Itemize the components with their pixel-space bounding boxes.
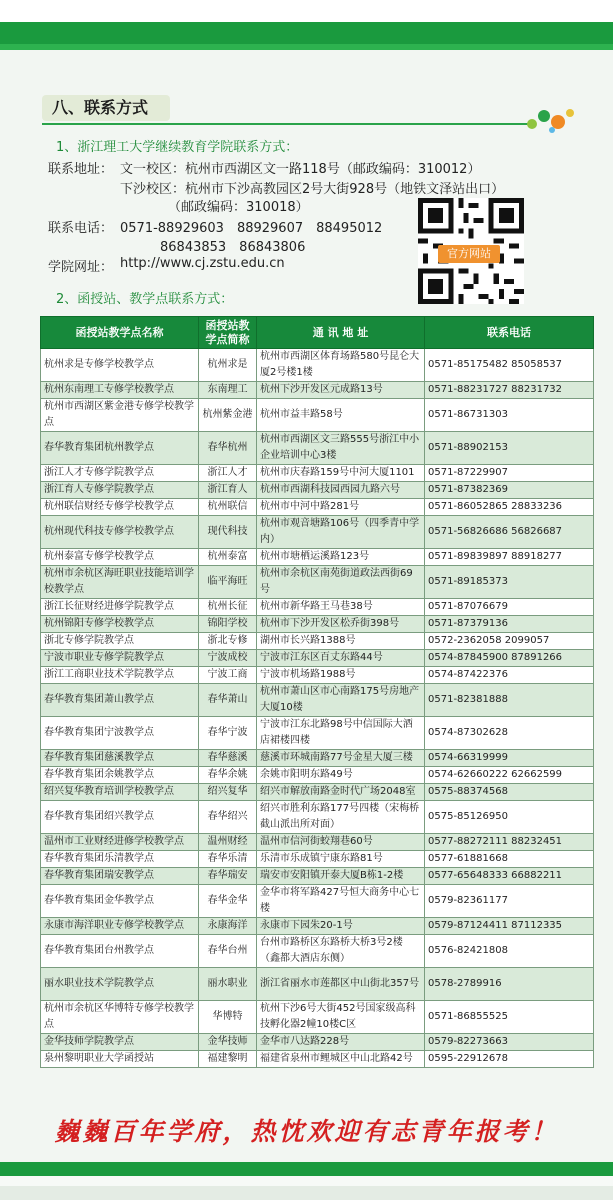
table-row xyxy=(41,482,594,499)
cell-abbr: 绍兴复华 xyxy=(199,784,257,801)
cell-name: 杭州东南理工专修学校教学点 xyxy=(41,382,199,399)
cell-abbr: 杭州泰富 xyxy=(199,549,257,566)
cell-abbr: 临平海旺 xyxy=(199,566,257,599)
cell-address: 瑞安市安阳镇开泰大厦B栋1-2楼 xyxy=(257,868,425,885)
table-row xyxy=(41,616,594,633)
cell-address: 温州市信河街蛟翔巷60号 xyxy=(257,834,425,851)
cell-phone: 0577-61881668 xyxy=(425,851,594,868)
cell-address: 杭州下沙6号大街452号国家级高科技孵化器2幢10楼C区 xyxy=(257,1001,425,1034)
cell-name: 泉州黎明职业大学函授站 xyxy=(41,1051,199,1068)
cell-phone: 0595-22912678 xyxy=(425,1051,594,1068)
table-row xyxy=(41,868,594,885)
table-row xyxy=(41,1034,594,1051)
cell-phone: 0571-86731303 xyxy=(425,399,594,432)
cell-phone: 0571-85175482 85058537 xyxy=(425,349,594,382)
cell-name: 春华教育集团余姚教学点 xyxy=(41,767,199,784)
phone-label: 联系电话： xyxy=(48,221,114,236)
table-row xyxy=(41,918,594,935)
bottom-band-shade xyxy=(0,1186,613,1200)
cell-phone: 0571-82381888 xyxy=(425,684,594,717)
table-row xyxy=(41,1051,594,1068)
cell-name: 春华教育集团杭州教学点 xyxy=(41,432,199,465)
table-row xyxy=(41,885,594,918)
cell-abbr: 春华瑞安 xyxy=(199,868,257,885)
cell-name: 绍兴复华教育培训学校教学点 xyxy=(41,784,199,801)
cell-address: 杭州下沙开发区元成路13号 xyxy=(257,382,425,399)
cell-phone: 0575-85126950 xyxy=(425,801,594,834)
table-row xyxy=(41,801,594,834)
cell-name: 浙江育人专修学院教学点 xyxy=(41,482,199,499)
bottom-green-stripe xyxy=(0,1162,613,1176)
cell-phone: 0571-86855525 xyxy=(425,1001,594,1034)
cell-address: 宁波市江东北路98号中信国际大酒店裙楼四楼 xyxy=(257,717,425,750)
cell-abbr: 永康海洋 xyxy=(199,918,257,935)
campus-xiasha: 下沙校区：杭州市下沙高教园区2号大街928号（地铁文泽站出口） xyxy=(120,182,505,197)
col-header-phone: 联系电话 xyxy=(425,317,594,349)
campus-xiasha-zip: （邮政编码：310018） xyxy=(168,200,309,215)
cell-phone: 0577-65648333 66882211 xyxy=(425,868,594,885)
cell-address: 绍兴市胜利东路177号四楼（宋梅桥截山派出所对面） xyxy=(257,801,425,834)
cell-abbr: 春华余姚 xyxy=(199,767,257,784)
cell-abbr: 温州财经 xyxy=(199,834,257,851)
table-row xyxy=(41,851,594,868)
cell-name: 杭州泰富专修学校教学点 xyxy=(41,549,199,566)
cell-abbr: 宁波成校 xyxy=(199,650,257,667)
table-row xyxy=(41,599,594,616)
cell-abbr: 福建黎明 xyxy=(199,1051,257,1068)
cell-address: 绍兴市解放南路金时代广场2048室 xyxy=(257,784,425,801)
cell-phone: 0571-87382369 xyxy=(425,482,594,499)
cell-phone: 0571-89839897 88918277 xyxy=(425,549,594,566)
cell-address: 杭州市西湖区体育场路580号昆仑大厦2号楼1楼 xyxy=(257,349,425,382)
cell-abbr: 宁波工商 xyxy=(199,667,257,684)
cell-phone: 0574-87422376 xyxy=(425,667,594,684)
cell-name: 春华教育集团瑞安教学点 xyxy=(41,868,199,885)
cell-address: 杭州市中河中路281号 xyxy=(257,499,425,516)
table-row xyxy=(41,499,594,516)
cell-name: 浙北专修学院教学点 xyxy=(41,633,199,650)
cell-name: 春华教育集团乐清教学点 xyxy=(41,851,199,868)
top-green-stripe xyxy=(0,22,613,44)
table-row xyxy=(41,432,594,465)
cell-phone: 0571-88902153 xyxy=(425,432,594,465)
cell-abbr: 丽水职业 xyxy=(199,968,257,1001)
cell-abbr: 春华台州 xyxy=(199,935,257,968)
cell-name: 杭州求是专修学校教学点 xyxy=(41,349,199,382)
campus-wenyi: 文一校区：杭州市西湖区文一路118号（邮政编码：310012） xyxy=(120,162,481,177)
top-band xyxy=(0,0,613,22)
stations-table-body xyxy=(41,349,594,1068)
cell-address: 金华市八达路228号 xyxy=(257,1034,425,1051)
cell-address: 慈溪市环城南路77号金星大厦三楼 xyxy=(257,750,425,767)
cell-name: 春华教育集团萧山教学点 xyxy=(41,684,199,717)
table-row xyxy=(41,834,594,851)
cell-phone: 0571-88231727 88231732 xyxy=(425,382,594,399)
college-heading: 1、浙江理工大学继续教育学院联系方式： xyxy=(56,140,299,155)
cell-phone: 0571-87076679 xyxy=(425,599,594,616)
cell-abbr: 华博特 xyxy=(199,1001,257,1034)
cell-abbr: 春华杭州 xyxy=(199,432,257,465)
cell-address: 永康市下园朱20-1号 xyxy=(257,918,425,935)
cell-name: 杭州市余杭区海旺职业技能培训学校教学点 xyxy=(41,566,199,599)
cell-phone: 0574-87845900 87891266 xyxy=(425,650,594,667)
decorative-dots-icon xyxy=(518,104,578,134)
table-row xyxy=(41,935,594,968)
cell-phone: 0571-87379136 xyxy=(425,616,594,633)
cell-abbr: 东南理工 xyxy=(199,382,257,399)
cell-address: 湖州市长兴路1388号 xyxy=(257,633,425,650)
table-row xyxy=(41,667,594,684)
cell-address: 福建省泉州市鲤城区中山北路42号 xyxy=(257,1051,425,1068)
cell-address: 金华市将军路427号恒大商务中心七楼 xyxy=(257,885,425,918)
cell-phone: 0577-88272111 88232451 xyxy=(425,834,594,851)
cell-phone: 0574-66319999 xyxy=(425,750,594,767)
cell-abbr: 杭州求是 xyxy=(199,349,257,382)
table-row xyxy=(41,1001,594,1034)
cell-address: 杭州市西湖科技园西园九路六号 xyxy=(257,482,425,499)
table-row xyxy=(41,399,594,432)
cell-name: 浙江长征财经进修学院教学点 xyxy=(41,599,199,616)
top-green-stripe-light xyxy=(0,44,613,50)
address-label: 联系地址： xyxy=(48,162,114,177)
cell-address: 浙江省丽水市莲都区中山街北357号 xyxy=(257,968,425,1001)
cell-abbr: 浙江人才 xyxy=(199,465,257,482)
cell-abbr: 杭州长征 xyxy=(199,599,257,616)
phone-numbers-2: 86843853 86843806 xyxy=(160,240,306,255)
section-title: 八、联系方式 xyxy=(42,95,170,121)
cell-name: 金华技师学院教学点 xyxy=(41,1034,199,1051)
cell-abbr: 浙北专修 xyxy=(199,633,257,650)
cell-abbr: 金华技师 xyxy=(199,1034,257,1051)
cell-address: 宁波市机场路1988号 xyxy=(257,667,425,684)
table-row xyxy=(41,465,594,482)
table-row xyxy=(41,784,594,801)
cell-phone: 0571-56826686 56826687 xyxy=(425,516,594,549)
slogan: 巍巍百年学府，热忱欢迎有志青年报考！ xyxy=(54,1117,559,1146)
cell-name: 杭州锦阳专修学校教学点 xyxy=(41,616,199,633)
cell-phone: 0576-82421808 xyxy=(425,935,594,968)
cell-phone: 0574-87302628 xyxy=(425,717,594,750)
cell-address: 杭州市新华路王马巷38号 xyxy=(257,599,425,616)
cell-name: 杭州市余杭区华博特专修学校教学点 xyxy=(41,1001,199,1034)
cell-address: 杭州市余杭区南苑街道政法西街69号 xyxy=(257,566,425,599)
cell-phone: 0572-2362058 2099057 xyxy=(425,633,594,650)
table-row xyxy=(41,549,594,566)
cell-abbr: 浙江育人 xyxy=(199,482,257,499)
phone-numbers-1: 0571-88929603 88929607 88495012 xyxy=(120,221,383,236)
cell-name: 浙江人才专修学院教学点 xyxy=(41,465,199,482)
cell-phone: 0578-2789916 xyxy=(425,968,594,1001)
col-header-name: 函授站教学点名称 xyxy=(41,317,199,349)
website-link[interactable]: http://www.cj.zstu.edu.cn xyxy=(120,256,285,271)
stations-heading: 2、函授站、教学点联系方式： xyxy=(56,292,234,307)
cell-name: 杭州现代科技专修学校教学点 xyxy=(41,516,199,549)
table-row xyxy=(41,516,594,549)
section-divider xyxy=(42,123,532,125)
cell-name: 浙江工商职业技术学院教学点 xyxy=(41,667,199,684)
cell-name: 杭州联信财经专修学校教学点 xyxy=(41,499,199,516)
qr-official-site-badge: 官方网站 xyxy=(438,245,500,263)
cell-abbr: 春华乐清 xyxy=(199,851,257,868)
cell-phone: 0575-88374568 xyxy=(425,784,594,801)
cell-phone: 0571-87229907 xyxy=(425,465,594,482)
website-label: 学院网址： xyxy=(48,260,114,275)
cell-address: 乐清市乐成镇宁康东路81号 xyxy=(257,851,425,868)
stations-table xyxy=(40,316,594,1068)
table-header-row xyxy=(41,317,594,349)
cell-address: 余姚市阳明东路49号 xyxy=(257,767,425,784)
col-header-address: 通 讯 地 址 xyxy=(257,317,425,349)
cell-name: 春华教育集团宁波教学点 xyxy=(41,717,199,750)
table-row xyxy=(41,566,594,599)
cell-name: 宁波市职业专修学院教学点 xyxy=(41,650,199,667)
table-row xyxy=(41,650,594,667)
cell-abbr: 春华宁波 xyxy=(199,717,257,750)
cell-name: 春华教育集团台州教学点 xyxy=(41,935,199,968)
table-row xyxy=(41,382,594,399)
cell-address: 杭州市益丰路58号 xyxy=(257,399,425,432)
cell-phone: 0571-89185373 xyxy=(425,566,594,599)
cell-name: 春华教育集团金华教学点 xyxy=(41,885,199,918)
cell-address: 杭州市观音塘路106号（四季青中学内） xyxy=(257,516,425,549)
table-row xyxy=(41,968,594,1001)
cell-name: 丽水职业技术学院教学点 xyxy=(41,968,199,1001)
cell-abbr: 杭州联信 xyxy=(199,499,257,516)
cell-address: 杭州市下沙开发区松乔街398号 xyxy=(257,616,425,633)
cell-name: 杭州市西湖区紫金港专修学校教学点 xyxy=(41,399,199,432)
cell-name: 永康市海洋职业专修学校教学点 xyxy=(41,918,199,935)
table-row xyxy=(41,684,594,717)
table-row xyxy=(41,633,594,650)
cell-name: 春华教育集团慈溪教学点 xyxy=(41,750,199,767)
table-row xyxy=(41,750,594,767)
cell-address: 杭州市塘栖运溪路123号 xyxy=(257,549,425,566)
cell-abbr: 春华慈溪 xyxy=(199,750,257,767)
cell-phone: 0571-86052865 28833236 xyxy=(425,499,594,516)
cell-abbr: 锦阳学校 xyxy=(199,616,257,633)
cell-phone: 0579-87124411 87112335 xyxy=(425,918,594,935)
cell-address: 杭州市西湖区文三路555号浙江中小企业培训中心3楼 xyxy=(257,432,425,465)
col-header-abbr: 函授站教学点简称 xyxy=(199,317,257,349)
table-row xyxy=(41,349,594,382)
cell-abbr: 春华金华 xyxy=(199,885,257,918)
cell-phone: 0579-82273663 xyxy=(425,1034,594,1051)
cell-address: 台州市路桥区东路桥大桥3号2楼（鑫都大酒店东侧） xyxy=(257,935,425,968)
cell-address: 宁波市江东区百丈东路44号 xyxy=(257,650,425,667)
cell-abbr: 春华绍兴 xyxy=(199,801,257,834)
cell-abbr: 现代科技 xyxy=(199,516,257,549)
cell-abbr: 杭州紫金港 xyxy=(199,399,257,432)
cell-name: 温州市工业财经进修学校教学点 xyxy=(41,834,199,851)
table-row xyxy=(41,767,594,784)
cell-address: 杭州市萧山区市心南路175号房地产大厦10楼 xyxy=(257,684,425,717)
cell-phone: 0579-82361177 xyxy=(425,885,594,918)
cell-abbr: 春华萧山 xyxy=(199,684,257,717)
cell-address: 杭州市庆春路159号中河大厦1101 xyxy=(257,465,425,482)
cell-name: 春华教育集团绍兴教学点 xyxy=(41,801,199,834)
table-row xyxy=(41,717,594,750)
cell-phone: 0574-62660222 62662599 xyxy=(425,767,594,784)
